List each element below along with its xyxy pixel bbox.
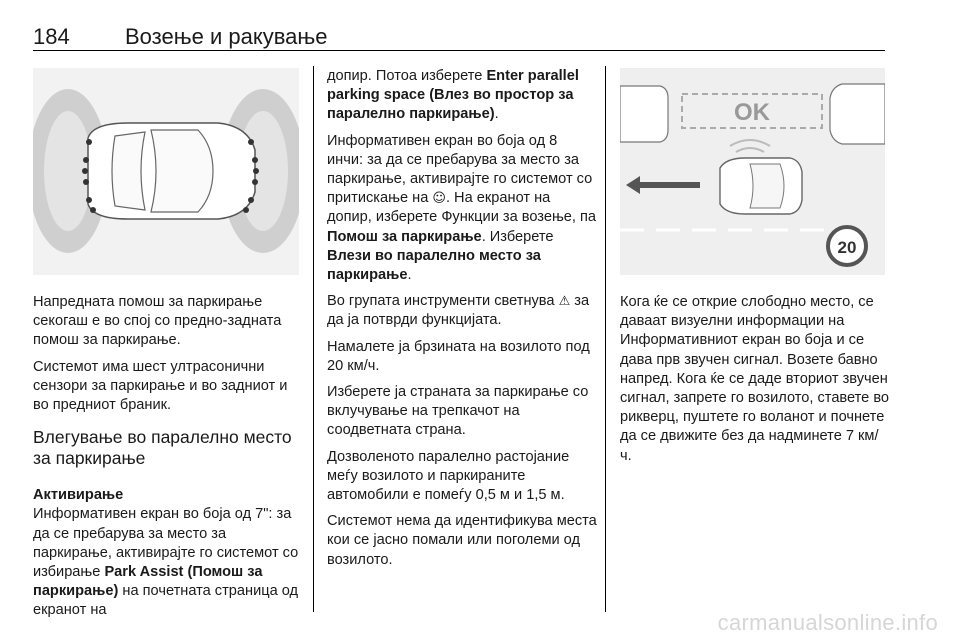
- column-1: [33, 293, 303, 628]
- menu-label: Помош за паркирање: [327, 228, 482, 245]
- column-divider-1: [313, 66, 314, 612]
- paragraph: Дозволеното паралелно растојание меѓу возилото и паркираните автомобили е помеѓу 0,5 м и 1,5 м.: [327, 448, 570, 504]
- chapter-title: Возење и ракување: [125, 24, 328, 49]
- text-run: Во групата инструменти светнува: [327, 293, 559, 310]
- text-run: . На екранот на допир, изберете Функции за возење, па: [327, 190, 597, 226]
- menu-label: Park Assist (Помош за паркирање): [33, 564, 263, 600]
- paragraph: Изберете ја страната за паркирање со вклучување на трепкачот на соодветната страна.: [327, 384, 589, 439]
- paragraph: [33, 505, 303, 620]
- column-3: [620, 293, 890, 473]
- paragraph: [327, 132, 597, 286]
- column-2: [327, 67, 597, 577]
- column-divider-2: [605, 66, 606, 612]
- paragraph: Напредната помош за паркирање секогаш е во спој со предно-задната помош за паркирање.: [33, 294, 282, 349]
- parking-space-figure: [620, 68, 885, 275]
- menu-label: Влези во паралелно место за паркирање: [327, 247, 541, 284]
- paragraph: Системот има шест ултрасонични сензори за паркирање и во задниот и во предниот браник.: [33, 358, 288, 414]
- paragraph: Кога ќе се открие слободно место, се даваат визуелни информации на Информативниот екран во боја и се дава прв звучен сигнал. Возете бавно напред. Кога ќе се даде вториот звучен сигнал, запрете го возилото, ставете во рикверц, пуштете го воланот и почнете да се движите без да надминете 7 км/ч.: [620, 294, 890, 464]
- text-run: Информативен екран во боја од 8 инчи: за да се пребарува за место за паркирање, активирајте го системот со притискање на: [327, 132, 593, 207]
- parking-indicator-icon: ⚠: [558, 294, 571, 310]
- paragraph: [327, 292, 597, 330]
- subheading: Активирање: [33, 487, 124, 504]
- page-number: 184: [33, 24, 70, 49]
- text-run: . Изберете: [481, 228, 554, 245]
- ok-label: OK: [734, 99, 770, 126]
- paragraph: Намалете ја брзината на возилото под 20 км/ч.: [327, 338, 590, 374]
- section-heading: Влегување во паралелно место за паркирање: [33, 427, 292, 469]
- watermark: carmanualsonline.info: [717, 610, 938, 635]
- text-run: допир. Потоа изберете: [327, 68, 487, 84]
- speed-limit-label: 20: [837, 238, 857, 257]
- paragraph: Системот нема да идентификува места кои се јасно помали или поголеми од возилото.: [327, 513, 597, 568]
- parking-sensor-figure: [33, 68, 299, 275]
- menu-label: Enter parallel parking space (Влез во простор за паралелно паркирање): [327, 68, 579, 123]
- header-rule: [33, 50, 885, 51]
- paragraph: [327, 67, 597, 125]
- text-run: Информативен екран во боја од 7": за да се пребарува за место за паркирање, активирајте го системот со избирање: [33, 506, 299, 581]
- car-sensor-illustration: [33, 68, 299, 275]
- text-run: на почетната страница од екранот на: [33, 583, 299, 619]
- text-run: за да ја потврди функцијата.: [327, 293, 590, 329]
- text-run: .: [494, 106, 499, 123]
- text-run: .: [407, 267, 412, 284]
- parking-assist-button-icon: ☺: [432, 191, 446, 207]
- parallel-parking-illustration: [620, 68, 885, 275]
